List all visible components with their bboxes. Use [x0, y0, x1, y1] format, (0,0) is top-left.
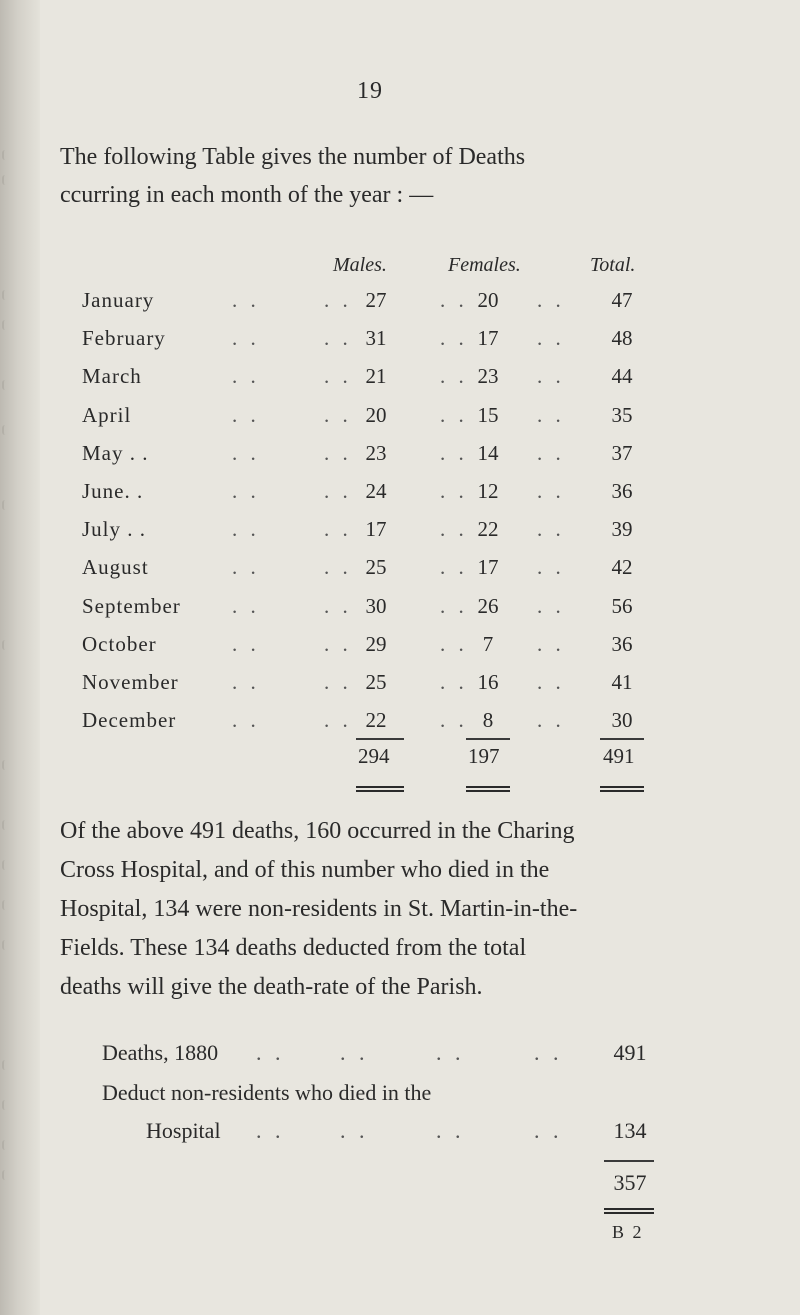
- leader-dots: . .: [232, 631, 260, 656]
- header-total: Total.: [590, 254, 636, 276]
- deaths-value: 491: [613, 1040, 647, 1065]
- leader-dots: . .: [324, 479, 352, 503]
- leader-dots: . .: [440, 517, 468, 542]
- month-cell: March: [82, 364, 142, 389]
- total-females: 197: [468, 744, 500, 768]
- leader-dots: . .: [232, 555, 260, 580]
- sum-rule-males: [356, 738, 404, 740]
- leader-dots: . .: [534, 1118, 563, 1143]
- females-cell: 16: [477, 670, 499, 694]
- leader-dots: . .: [436, 1040, 465, 1065]
- intro-paragraph: [60, 138, 720, 214]
- deduct-label: Deduct non-residents who died in the: [102, 1080, 432, 1105]
- females-cell: 17: [477, 326, 499, 351]
- females-cell: 17: [477, 555, 499, 580]
- leader-dots: . .: [324, 631, 352, 656]
- leader-dots: . .: [324, 670, 352, 694]
- males-cell: 29: [365, 631, 387, 656]
- paragraph-line: Cross Hospital, and of this number who died in the: [60, 857, 550, 883]
- females-cell: 23: [477, 364, 499, 389]
- total-cell: 30: [611, 708, 633, 733]
- result-value: 357: [613, 1170, 647, 1195]
- intro-line: The following Table gives the number of Deaths: [60, 144, 526, 170]
- leader-dots: . .: [324, 326, 352, 351]
- leader-dots: . .: [232, 517, 260, 542]
- leader-dots: . .: [232, 670, 260, 694]
- leader-dots: . .: [256, 1118, 285, 1143]
- leader-dots: . .: [537, 670, 565, 694]
- paragraph-line: Of the above 491 deaths, 160 occurred in the Charing: [60, 818, 575, 844]
- leader-dots: . .: [440, 326, 468, 351]
- total-cell: 36: [611, 479, 633, 503]
- leader-dots: . .: [537, 593, 565, 618]
- leader-dots: . .: [537, 479, 565, 503]
- females-cell: 14: [477, 440, 499, 465]
- leader-dots: . .: [440, 440, 468, 465]
- table-row: [0, 364, 800, 398]
- males-cell: 23: [365, 440, 387, 465]
- females-cell: 12: [477, 479, 499, 503]
- leader-dots: . .: [537, 364, 565, 389]
- leader-dots: . .: [232, 479, 260, 503]
- total-males: 294: [358, 744, 390, 768]
- males-cell: 31: [365, 326, 387, 351]
- total-cell: 41: [611, 670, 633, 694]
- leader-dots: . .: [232, 364, 260, 389]
- signature-mark: B 2: [612, 1222, 644, 1242]
- month-cell: August: [82, 555, 149, 580]
- double-rule-total: [600, 786, 644, 792]
- leader-dots: . .: [232, 708, 260, 733]
- sum-rule-total: [600, 738, 644, 740]
- leader-dots: . .: [534, 1040, 563, 1065]
- leader-dots: . .: [440, 364, 468, 389]
- total-cell: 37: [611, 440, 633, 465]
- month-cell: January: [82, 288, 155, 312]
- table-row: [0, 632, 800, 666]
- males-cell: 17: [365, 517, 387, 542]
- leader-dots: . .: [232, 593, 260, 618]
- table-row: [0, 288, 800, 322]
- body-paragraph: [60, 812, 730, 1007]
- males-cell: 24: [365, 479, 387, 503]
- leader-dots: . .: [324, 517, 352, 542]
- leader-dots: . .: [340, 1040, 369, 1065]
- females-cell: 26: [477, 593, 499, 618]
- leader-dots: . .: [537, 326, 565, 351]
- males-cell: 22: [365, 708, 387, 733]
- month-cell: April: [82, 402, 132, 427]
- leader-dots: . .: [324, 402, 352, 427]
- leader-dots: . .: [232, 288, 260, 312]
- table-row: [0, 441, 800, 475]
- males-cell: 20: [365, 402, 387, 427]
- males-cell: 30: [365, 593, 387, 618]
- total-cell: 42: [611, 555, 633, 580]
- leader-dots: . .: [440, 402, 468, 427]
- paragraph-line: Fields. These 134 deaths deducted from the total: [60, 935, 527, 961]
- total-cell: 39: [611, 517, 633, 542]
- leader-dots: . .: [436, 1118, 465, 1143]
- total-cell: 47: [611, 288, 633, 312]
- leader-dots: . .: [324, 593, 352, 618]
- month-cell: December: [82, 708, 177, 733]
- leader-dots: . .: [440, 631, 468, 656]
- table-row: [0, 517, 800, 551]
- leader-dots: . .: [324, 555, 352, 580]
- month-cell: July . .: [82, 517, 147, 542]
- table-row: [0, 403, 800, 437]
- females-cell: 22: [477, 517, 499, 542]
- leader-dots: . .: [537, 708, 565, 733]
- table-row: [0, 479, 800, 513]
- males-cell: 21: [365, 364, 387, 389]
- table-row: [0, 670, 800, 704]
- page-number: 19: [357, 78, 383, 104]
- total-cell: 44: [611, 364, 633, 389]
- females-cell: 8: [482, 708, 494, 733]
- leader-dots: . .: [537, 402, 565, 427]
- table-row: [0, 594, 800, 628]
- paragraph-line: Hospital, 134 were non-residents in St. Martin-in-the-: [60, 896, 578, 922]
- females-cell: 7: [482, 631, 494, 656]
- header-males: Males.: [333, 254, 387, 276]
- leader-dots: . .: [232, 402, 260, 427]
- males-cell: 27: [365, 288, 387, 312]
- leader-dots: . .: [440, 288, 468, 312]
- deaths-label: Deaths, 1880: [102, 1040, 219, 1065]
- leader-dots: . .: [256, 1040, 285, 1065]
- month-cell: February: [82, 326, 166, 351]
- leader-dots: . .: [324, 708, 352, 733]
- table-row: [0, 326, 800, 360]
- leader-dots: . .: [537, 555, 565, 580]
- month-cell: October: [82, 631, 157, 656]
- sum-rule-females: [466, 738, 510, 740]
- leader-dots: . .: [440, 593, 468, 618]
- leader-dots: . .: [324, 288, 352, 312]
- leader-dots: . .: [537, 440, 565, 465]
- leader-dots: . .: [232, 326, 260, 351]
- total-cell: 48: [611, 326, 633, 351]
- total-cell: 35: [611, 402, 633, 427]
- header-females: Females.: [448, 254, 521, 276]
- leader-dots: . .: [340, 1118, 369, 1143]
- month-cell: September: [82, 593, 181, 618]
- leader-dots: . .: [324, 364, 352, 389]
- total-all: 491: [603, 744, 635, 768]
- leader-dots: . .: [440, 555, 468, 580]
- table-row: [0, 555, 800, 589]
- leader-dots: . .: [232, 440, 260, 465]
- leader-dots: . .: [440, 479, 468, 503]
- leader-dots: . .: [324, 440, 352, 465]
- double-rule-males: [356, 786, 404, 792]
- deduct-value: 134: [613, 1118, 647, 1143]
- leader-dots: . .: [537, 631, 565, 656]
- month-cell: June. .: [82, 479, 144, 503]
- leader-dots: . .: [440, 670, 468, 694]
- deduct-label-cont: Hospital: [146, 1118, 221, 1143]
- subtotal-rule: [604, 1160, 654, 1162]
- paragraph-line: deaths will give the death-rate of the Parish.: [60, 974, 483, 1000]
- males-cell: 25: [365, 670, 387, 694]
- leader-dots: . .: [537, 517, 565, 542]
- leader-dots: . .: [537, 288, 565, 312]
- total-cell: 36: [611, 631, 633, 656]
- month-cell: November: [82, 670, 179, 694]
- intro-line: ccurring in each month of the year : —: [60, 182, 434, 208]
- double-rule-females: [466, 786, 510, 792]
- month-cell: May . .: [82, 440, 149, 465]
- females-cell: 15: [477, 402, 499, 427]
- total-cell: 56: [611, 593, 633, 618]
- females-cell: 20: [477, 288, 499, 312]
- leader-dots: . .: [440, 708, 468, 733]
- result-double-rule: [604, 1208, 654, 1214]
- males-cell: 25: [365, 555, 387, 580]
